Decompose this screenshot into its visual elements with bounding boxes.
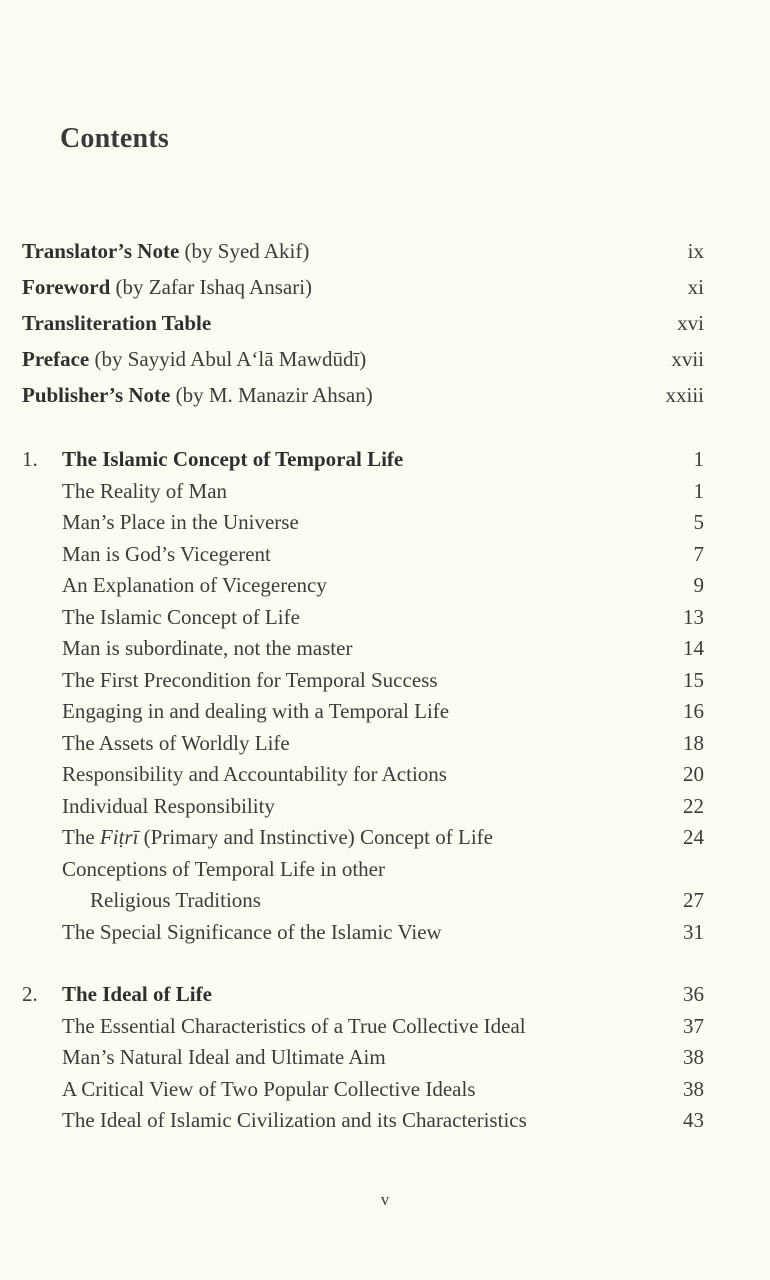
entry-byline: (by Sayyid Abul A‘lā Mawdūdī) bbox=[89, 347, 367, 371]
entry-byline: (by M. Manazir Ahsan) bbox=[170, 383, 373, 407]
section-title: Man’s Natural Ideal and Ultimate Aim bbox=[62, 1045, 386, 1069]
page-number: 22 bbox=[683, 793, 704, 818]
page-number: 36 bbox=[683, 982, 704, 1006]
section-title-post: (Primary and Instinctive) Concept of Life bbox=[138, 825, 493, 849]
page-number: 27 bbox=[683, 888, 704, 912]
page-number: 1 bbox=[693, 478, 704, 503]
page-number: xvi bbox=[677, 311, 704, 335]
toc-section[interactable] bbox=[22, 822, 704, 854]
toc-section[interactable] bbox=[22, 696, 704, 728]
entry-byline: (by Syed Akif) bbox=[179, 239, 310, 263]
section-title: Man’s Place in the Universe bbox=[62, 510, 299, 534]
toc-section[interactable] bbox=[22, 1105, 704, 1137]
page-number: 38 bbox=[683, 1076, 704, 1101]
page-number: 16 bbox=[683, 699, 704, 723]
toc-entry-translators-note[interactable] bbox=[22, 233, 704, 269]
chapter-heading[interactable] bbox=[22, 444, 704, 476]
section-title: The Islamic Concept of Life bbox=[62, 604, 300, 629]
page-number: 37 bbox=[683, 1013, 704, 1038]
page-number: 7 bbox=[693, 541, 704, 566]
toc-section[interactable] bbox=[22, 539, 704, 571]
page-number: 14 bbox=[683, 636, 704, 660]
toc-section[interactable] bbox=[22, 791, 704, 823]
toc-section[interactable] bbox=[22, 1074, 704, 1106]
page-number: 18 bbox=[683, 730, 704, 755]
toc-section[interactable] bbox=[22, 1011, 704, 1043]
entry-title: Preface bbox=[22, 347, 90, 371]
page-number: 20 bbox=[683, 762, 704, 786]
chapter-number: 1. bbox=[22, 447, 38, 471]
page-number: xvii bbox=[671, 347, 704, 371]
chapter-number: 2. bbox=[22, 982, 38, 1006]
section-title: Engaging in and dealing with a Temporal Life bbox=[62, 699, 450, 723]
entry-byline: (by Zafar Ishaq Ansari) bbox=[110, 275, 313, 299]
section-title: Man is subordinate, not the master bbox=[62, 636, 353, 660]
toc-section[interactable] bbox=[22, 602, 704, 634]
toc-section[interactable] bbox=[22, 854, 704, 886]
page-number: 31 bbox=[683, 919, 704, 944]
toc-entry-preface[interactable] bbox=[22, 341, 704, 377]
section-title: The First Precondition for Temporal Success bbox=[62, 667, 438, 692]
toc-section[interactable] bbox=[22, 759, 704, 791]
section-title: Individual Responsibility bbox=[62, 793, 275, 818]
section-title: The Assets of Worldly Life bbox=[62, 730, 290, 755]
section-title-pre: The bbox=[62, 825, 100, 849]
entry-title: Translator’s Note bbox=[22, 239, 180, 263]
page-folio: v bbox=[380, 1190, 390, 1209]
toc-entry-transliteration-table[interactable] bbox=[22, 305, 704, 341]
chapter-title: The Islamic Concept of Temporal Life bbox=[62, 447, 404, 471]
toc-section[interactable] bbox=[22, 570, 704, 602]
page-number: 1 bbox=[693, 447, 704, 471]
chapter-title: The Ideal of Life bbox=[62, 982, 212, 1006]
entry-title: Publisher’s Note bbox=[22, 383, 171, 407]
toc-section-continuation[interactable] bbox=[22, 885, 704, 917]
toc-section[interactable] bbox=[22, 665, 704, 697]
page-number: 15 bbox=[683, 667, 704, 692]
section-title bbox=[62, 822, 493, 854]
toc-section[interactable] bbox=[22, 476, 704, 508]
toc-section[interactable] bbox=[22, 917, 704, 949]
page-number: 5 bbox=[693, 510, 704, 534]
section-title: The Special Significance of the Islamic View bbox=[62, 919, 442, 944]
section-title: The Ideal of Islamic Civilization and its Characteristics bbox=[62, 1108, 527, 1132]
page-number: 13 bbox=[683, 604, 704, 629]
section-title: Man is God’s Vicegerent bbox=[62, 541, 271, 566]
page-number: xxiii bbox=[665, 383, 704, 407]
chapter-1 bbox=[22, 444, 704, 948]
section-title: Conceptions of Temporal Life in other bbox=[62, 856, 385, 881]
chapter-2 bbox=[22, 979, 704, 1137]
page-number: xi bbox=[687, 275, 704, 299]
page-title: Contents bbox=[60, 122, 169, 154]
front-matter-list bbox=[22, 233, 704, 413]
section-title: The Reality of Man bbox=[62, 478, 228, 503]
toc-section[interactable] bbox=[22, 1042, 704, 1074]
page-number: 9 bbox=[693, 573, 704, 597]
chapter-heading[interactable] bbox=[22, 979, 704, 1011]
section-title: A Critical View of Two Popular Collective Ideals bbox=[62, 1076, 476, 1101]
toc-section[interactable] bbox=[22, 507, 704, 539]
page-number: 24 bbox=[683, 825, 704, 849]
toc-entry-foreword[interactable] bbox=[22, 269, 704, 305]
page-number: ix bbox=[687, 239, 704, 263]
section-title: An Explanation of Vicegerency bbox=[62, 573, 327, 597]
section-title-italic-term: Fiṭrī bbox=[99, 825, 139, 849]
section-title: The Essential Characteristics of a True Collective Ideal bbox=[62, 1013, 526, 1038]
toc-section[interactable] bbox=[22, 633, 704, 665]
section-title-continuation: Religious Traditions bbox=[90, 888, 261, 912]
entry-title: Transliteration Table bbox=[22, 311, 212, 335]
toc-section[interactable] bbox=[22, 728, 704, 760]
section-title: Responsibility and Accountability for Actions bbox=[62, 762, 447, 786]
entry-title: Foreword bbox=[22, 275, 111, 299]
page-number: 43 bbox=[683, 1108, 704, 1132]
page-number: 38 bbox=[683, 1045, 704, 1069]
toc-entry-publishers-note[interactable] bbox=[22, 377, 704, 413]
